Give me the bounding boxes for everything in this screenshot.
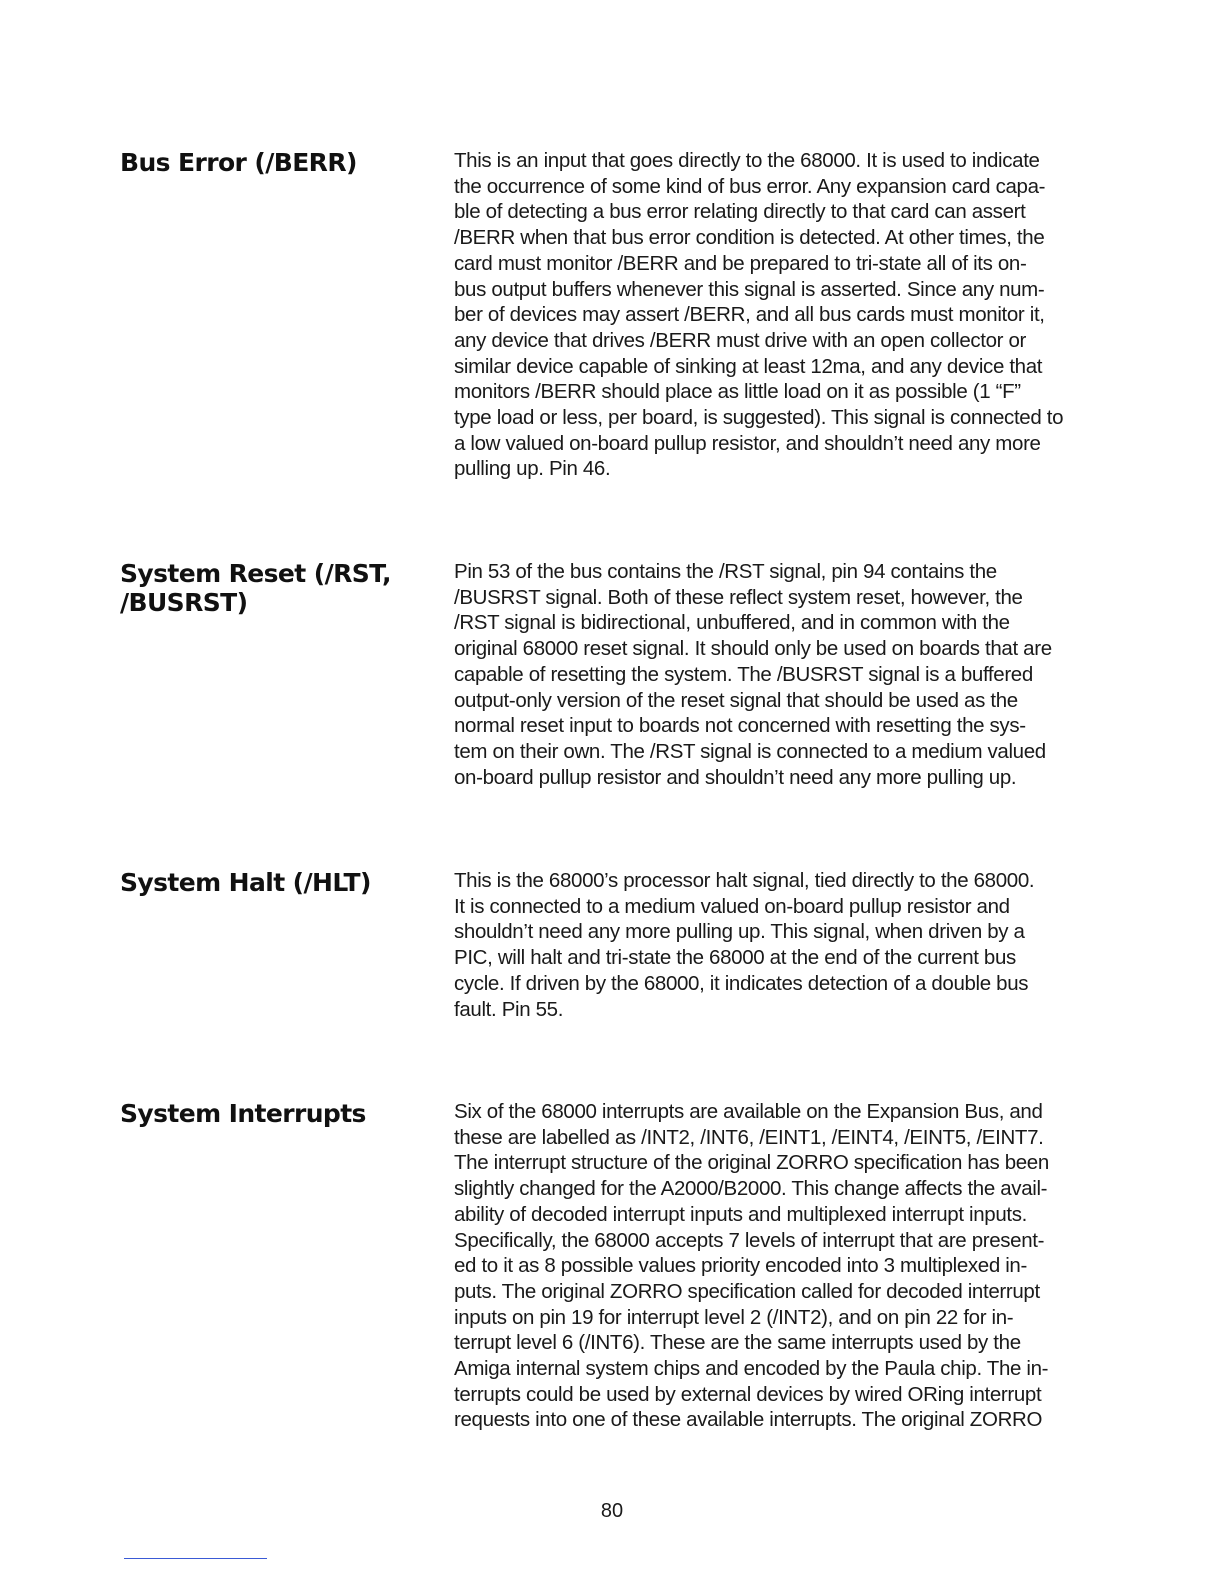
- text-line: ed to it as 8 possible values priority encoded into 3 multiplexed in-: [454, 1254, 1027, 1278]
- text-line: /BUSRST signal. Both of these reflect system reset, however, the: [454, 585, 1023, 609]
- text-line: puts. The original ZORRO specification called for decoded interrupt: [454, 1279, 1040, 1303]
- text-line: these are labelled as /INT2, /INT6, /EINT1, /EINT4, /EINT5, /EINT7.: [454, 1125, 1044, 1149]
- text-line: Pin 53 of the bus contains the /RST signal, pin 94 contains the: [454, 560, 997, 583]
- heading-system-interrupts: System Interrupts: [120, 1099, 366, 1128]
- text-line: a low valued on-board pullup resistor, and shouldn’t need any more: [454, 431, 1041, 455]
- text-line: bus output buffers whenever this signal is asserted. Since any num-: [454, 277, 1045, 301]
- text-line: output-only version of the reset signal that should be used as the: [454, 688, 1018, 712]
- text-line: This is the 68000’s processor halt signal, tied directly to the 68000.: [454, 869, 1035, 892]
- text-line: card must monitor /BERR and be prepared to tri-state all of its on-: [454, 251, 1027, 275]
- heading-system-reset: [120, 559, 420, 617]
- text-line: tem on their own. The /RST signal is connected to a medium valued: [454, 739, 1046, 763]
- text-line: any device that drives /BERR must drive with an open collector or: [454, 328, 1027, 352]
- text-line: /RST signal is bidirectional, unbuffered, and in common with the: [454, 611, 1010, 635]
- text-line: monitors /BERR should place as little load on it as possible (1 “F”: [454, 380, 1021, 404]
- page-number: 80: [600, 1500, 624, 1522]
- heading-system-halt: System Halt (/HLT): [120, 868, 371, 897]
- text-line: normal reset input to boards not concerned with resetting the sys-: [454, 714, 1026, 738]
- text-line: /BERR when that bus error condition is detected. At other times, the: [454, 226, 1045, 250]
- heading-bus-error: Bus Error (/BERR): [120, 148, 357, 177]
- paragraph-system-interrupts: [454, 1099, 1094, 1433]
- text-line: cycle. If driven by the 68000, it indicates detection of a double bus: [454, 971, 1029, 995]
- text-line: capable of resetting the system. The /BUSRST signal is a buffered: [454, 662, 1033, 686]
- text-line: PIC, will halt and tri-state the 68000 at the end of the current bus: [454, 946, 1016, 970]
- text-line: Amiga internal system chips and encoded by the Paula chip. The in-: [454, 1357, 1049, 1381]
- text-line: This is an input that goes directly to the 68000. It is used to indicate: [454, 149, 1040, 172]
- paragraph-bus-error: [454, 148, 1094, 482]
- text-line: similar device capable of sinking at least 12ma, and any device that: [454, 354, 1043, 378]
- text-line: It is connected to a medium valued on-board pullup resistor and: [454, 894, 1010, 918]
- text-line: slightly changed for the A2000/B2000. This change affects the avail-: [454, 1177, 1048, 1201]
- heading-line: /BUSRST): [120, 588, 248, 617]
- footnote-divider: [124, 1558, 267, 1559]
- paragraph-system-reset: [454, 559, 1094, 790]
- text-line: Six of the 68000 interrupts are available on the Expansion Bus, and: [454, 1100, 1043, 1123]
- text-line: type load or less, per board, is suggested). This signal is connected to: [454, 406, 1064, 430]
- text-line: The interrupt structure of the original ZORRO specification has been: [454, 1151, 1049, 1175]
- text-line: inputs on pin 19 for interrupt level 2 (/INT2), and on pin 22 for in-: [454, 1305, 1014, 1329]
- text-line: terrupt level 6 (/INT6). These are the same interrupts used by the: [454, 1331, 1021, 1355]
- text-line: pulling up. Pin 46.: [454, 457, 611, 481]
- text-line: requests into one of these available interrupts. The original ZORRO: [454, 1408, 1043, 1432]
- text-line: original 68000 reset signal. It should only be used on boards that are: [454, 637, 1052, 661]
- text-line: ble of detecting a bus error relating directly to that card can assert: [454, 200, 1026, 224]
- text-line: the occurrence of some kind of bus error. Any expansion card capa-: [454, 174, 1046, 198]
- text-line: ability of decoded interrupt inputs and multiplexed interrupt inputs.: [454, 1202, 1027, 1226]
- text-line: terrupts could be used by external devices by wired ORing interrupt: [454, 1382, 1042, 1406]
- text-line: ber of devices may assert /BERR, and all bus cards must monitor it,: [454, 303, 1045, 327]
- text-line: on-board pullup resistor and shouldn’t need any more pulling up.: [454, 765, 1017, 789]
- paragraph-system-halt: [454, 868, 1094, 1022]
- heading-line: System Reset (/RST,: [120, 559, 391, 588]
- text-line: Specifically, the 68000 accepts 7 levels of interrupt that are present-: [454, 1228, 1045, 1252]
- text-line: shouldn’t need any more pulling up. This signal, when driven by a: [454, 920, 1025, 944]
- text-line: fault. Pin 55.: [454, 997, 564, 1021]
